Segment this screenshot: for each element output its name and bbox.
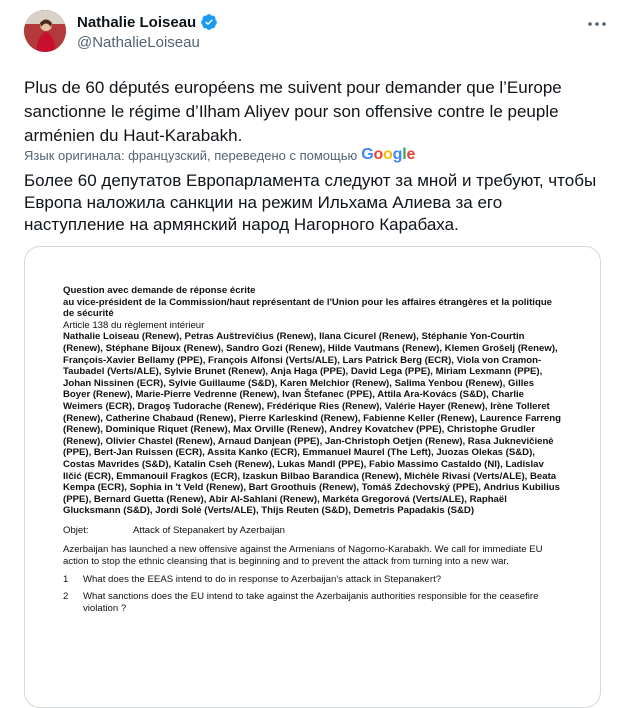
translation-label: Язык оригинала: французский, переведено с помощью xyxy=(24,147,358,163)
translation-notice[interactable] xyxy=(24,146,415,164)
doc-subject xyxy=(63,525,563,537)
attached-document-image[interactable] xyxy=(24,246,601,708)
doc-addressee: au vice-président de la Commission/haut représentant de l'Union pour les affaires étrangères et la politique de sécurité xyxy=(63,296,553,320)
avatar-image xyxy=(24,10,66,52)
doc-subject-label: Objet: xyxy=(63,524,89,536)
doc-heading: Question avec demande de réponse écrite xyxy=(63,285,256,296)
doc-subject-value: Attack of Stepanakert by Azerbaijan xyxy=(133,524,285,536)
translated-text: Более 60 депутатов Европарламента следуют за мной и требуют, чтобы Европа наложила санкции на режим Ильхама Алиева за его наступление на армянский народ Нагорного Карабаха. xyxy=(24,171,597,234)
tweet-header xyxy=(24,10,609,54)
doc-question xyxy=(63,574,563,586)
tweet-text: Plus de 60 députés européens me suivent pour demander que l’Europe sanctionne le régime d’Ilham Aliyev pour son offensive contre le peuple arménien du Haut-Karabakh. xyxy=(24,78,562,145)
verified-badge-icon xyxy=(200,13,218,31)
author-name[interactable]: Nathalie Loiseau xyxy=(77,13,197,31)
author-handle[interactable]: @NathalieLoiseau xyxy=(77,34,200,51)
avatar[interactable] xyxy=(24,10,66,52)
doc-rule: Article 138 du règlement intérieur xyxy=(63,319,205,331)
doc-question-number: 2 xyxy=(63,591,69,603)
doc-body: Azerbaijan has launched a new offensive against the Armenians of Nagorno-Karabakh. We call for immediate EU action to stop the ethnic cleansing that is beginning and to prevent the attack from turning into a new war. xyxy=(63,544,543,568)
google-logo: Google xyxy=(361,146,416,163)
doc-question-text: What sanctions does the EU intend to take against the Azerbaijanis authorities responsible for the ceasefire violation ? xyxy=(83,591,539,614)
doc-signatories: Nathalie Loiseau (Renew), Petras Auštrevičius (Renew), Ilana Cicurel (Renew), Stéphanie Yon-Courtin (Renew), Stéphane Bijoux (Renew), Sandro Gozi (Renew), Hilde Vautmans (Renew), Klemen Grošelj (Renew), François-Xavier Bellamy (PPE), François Alfonsi (Verts/ALE), Lars Patrick Berg (ECR), Viola von Cramon-Taubadel (Verts/ALE), Sylvie Brunet (Renew), Anja Haga (PPE), David Lega (PPE), Miriam Lexmann (PPE), Johan Nissinen (ECR), Sylvie Guillaume (S&D), Karen Melchior (Renew), Salima Yenbou (Renew), Gilles Boyer (Renew), Marie-Pierre Vedrenne (Renew), Ivan Štefanec (PPE), Attila Ara-Kovács (S&D), Charlie Weimers (ECR), Dragoş Tudorache (Renew), Frédérique Ries (Renew), Valérie Hayer (Renew), Irène Tolleret (Renew), Catherine Chabaud (Renew), Pierre Karleskind (Renew), Fabienne Keller (Renew), Laurence Farreng (Renew), Dominique Riquet (Renew), Max Orville (Renew), Andrey Kovatchev (PPE), Christophe Grudler (Renew), Olivier Chastel (Renew), Arnaud Danjean (PPE), Jan-Christoph Oetjen (Renew), Rasa Juknevičienė (PPE), Bert-Jan Ruissen (ECR), Assita Kanko (ECR), Emmanuel Maurel (The Left), Juozas Olekas (S&D), Costas Mavrides (S&D), Katalin Cseh (Renew), Lukas Mandl (PPE), Fabio Massimo Castaldo (NI), Ladislav Ilčić (ECR), Emmanouil Fragkos (ECR), Izaskun Bilbao Barandica (Renew), Michèle Rivasi (Verts/ALE), Beata Kempa (ECR), Sophia in 't Veld (Renew), Bart Groothuis (Renew), Tomáš Zdechovský (PPE), Andrius Kubilius (PPE), Bernard Guetta (Renew), Abir Al-Sahlani (Renew), Markéta Gregorová (Verts/ALE), Raphaël Glucksmann (S&D), Jordi Solé (Verts/ALE), Thijs Reuten (S&D), Demetris Papadakis (S&D) xyxy=(63,331,561,517)
more-options-icon[interactable] xyxy=(585,14,609,34)
document-content xyxy=(63,285,563,614)
doc-question-number: 1 xyxy=(63,573,69,585)
doc-question-text: What does the EEAS intend to do in response to Azerbaijan's attack in Stepanakert? xyxy=(83,573,442,585)
doc-question xyxy=(63,591,563,614)
